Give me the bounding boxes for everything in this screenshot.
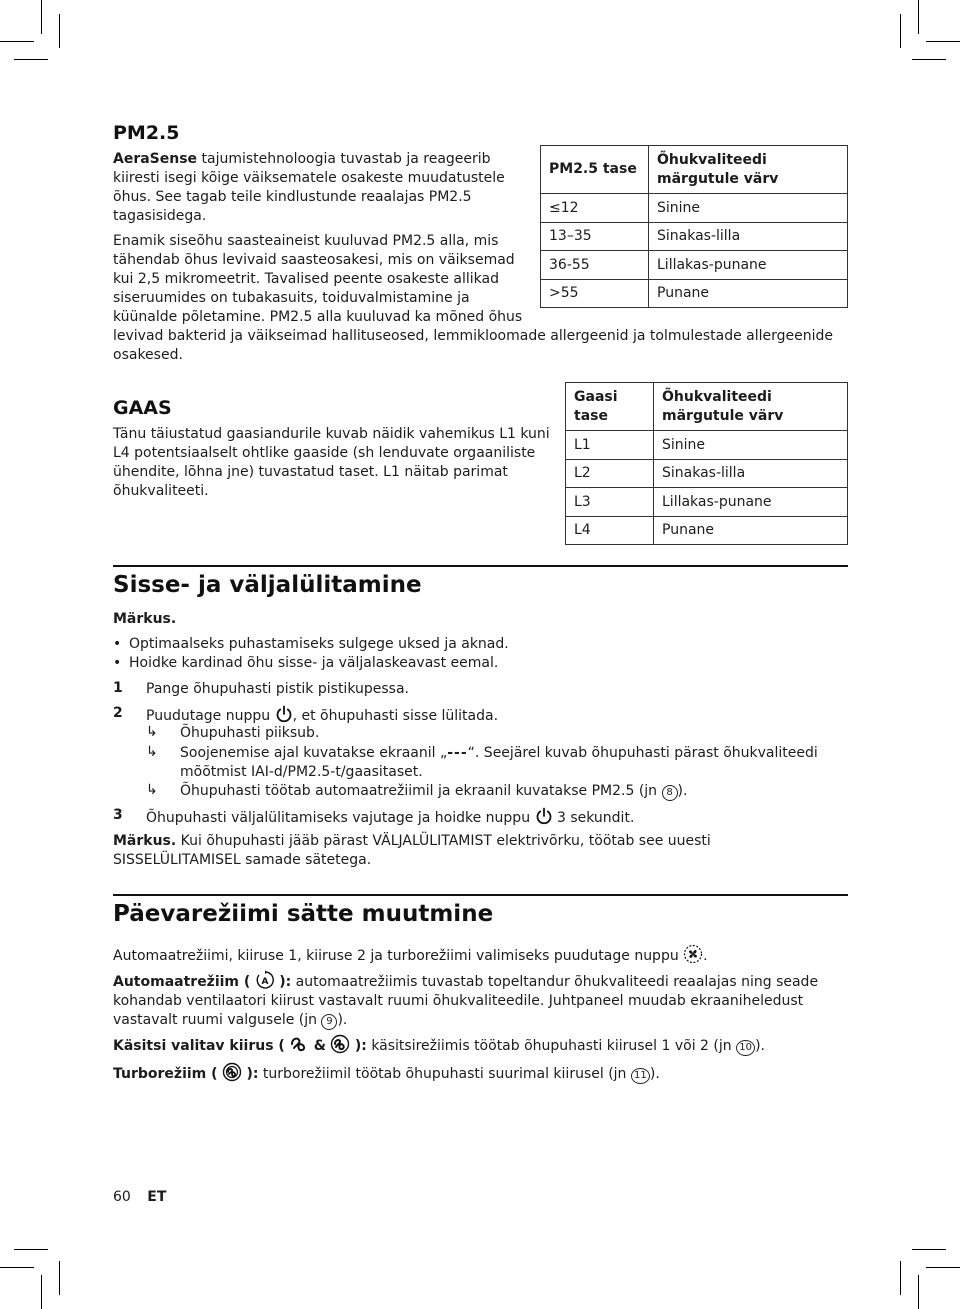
crop-mark [14,1249,48,1250]
table-header: Gaasi tase [566,383,654,431]
text-line: siseruumides on tubakasuits, toiduvalmistamine ja [113,290,470,306]
power-icon [535,807,553,825]
figure-ref-badge: 9 [321,1014,337,1030]
auto-mode-paragraph [113,970,848,1030]
step-text-part: 3 sekundit. [556,810,635,826]
table-cell: Sinakas-lilla [654,459,848,488]
table-cell: Punane [649,279,848,308]
turbo-paragraph [113,1062,848,1084]
final-note [113,832,848,870]
table-cell: Lillakas-punane [649,251,848,280]
auto-mode-text: kohandab ventilaatori kiirust vastavalt ruumi õhukvaliteedile. Juhtpaneel muudab ekraaniheledust [113,993,804,1009]
table-row [541,279,848,308]
text-line: tajumistehnoloogia tuvastab ja reageerib [201,151,491,167]
text-line: L4 potentsiaalselt ohtlike gaaside (sh lenduvate orgaaniliste [113,445,536,461]
step-text: Pange õhupuhasti pistik pistikupessa. [146,681,409,697]
step-number: 3 [113,807,123,823]
table-row [566,431,848,460]
result-arrow-icon: ↳ [146,724,158,740]
table-header: Õhukvaliteedi märgutule värv [649,146,848,194]
table-cell: L2 [566,459,654,488]
speed1-fan-icon [289,1034,309,1054]
text-line: Enamik siseõhu saasteaineist kuuluvad PM2.5 alla, mis [113,233,499,249]
table-row [541,222,848,251]
step-text [146,807,634,828]
text-line: kui 2,5 mikromeetrit. Tavalised peente osakeste allikad [113,271,499,287]
turbo-text: ). [649,1066,660,1082]
table-cell: L1 [566,431,654,460]
result-text-part: “. Seejärel kuvab õhupuhasti pärast õhukvaliteedi [467,745,818,761]
figure-ref-badge: 11 [631,1068,650,1084]
auto-mode-text: vastavalt ruumi valgusele (jn [113,1012,317,1028]
text-line: kiiresti isegi kõige väiksematele osakeste muudatustele [113,170,505,186]
auto-mode-text: ). [337,1012,348,1028]
note-text: Kui õhupuhasti jääb pärast VÄLJALÜLITAMIST elektrivõrku, töötab see uuesti [180,833,711,849]
note-label: Märkus. [113,611,177,627]
auto-mode-label: Automaatrežiim ( [113,974,251,990]
table-cell: Sinine [654,431,848,460]
gas-table [565,382,848,545]
bullet-text: Optimaalseks puhastamiseks sulgege uksed ja aknad. [129,636,509,652]
table-row [566,516,848,545]
table-header: PM2.5 tase [541,146,649,194]
intro-text: . [703,948,708,964]
auto-mode-label: ): [279,974,292,990]
warmup-dashes-symbol: --- [447,745,468,761]
daymode-intro [113,944,848,966]
text-line: tagasisidega. [113,208,207,224]
text-line: osakesed. [113,347,183,363]
result-text [180,782,840,801]
turbo-label: ): [246,1066,259,1082]
table-row [541,251,848,280]
table-row [541,194,848,223]
crop-mark [912,59,946,60]
mode-select-icon [683,944,703,964]
power-icon [275,705,293,723]
language-code: ET [147,1189,167,1205]
text-line: õhukvaliteeti. [113,483,209,499]
manual-speed-text: ). [755,1038,766,1054]
aerasense-brand: AeraSense [113,151,198,167]
table-cell: ≤12 [541,194,649,223]
crop-mark [41,0,42,34]
table-cell: Sinakas-lilla [649,222,848,251]
step-text-part: Puudutage nuppu [146,708,271,724]
step-text [146,705,498,726]
result-text: Õhupuhasti piiksub. [180,725,320,741]
manual-speed-paragraph [113,1034,848,1056]
table-cell: L4 [566,516,654,545]
crop-mark [0,1267,34,1268]
auto-mode-text: automaatrežiimis tuvastab topeltandur õhukvaliteedi reaalajas ning seade [295,974,819,990]
step-text-part: Õhupuhasti väljalülitamiseks vajutage ja hoidke nuppu [146,810,531,826]
section-divider [113,565,848,567]
svg-text:A: A [261,977,269,987]
result-text-part: Soojenemise ajal kuvatakse ekraanil „ [180,745,448,761]
table-header: Õhukvaliteedi märgutule värv [654,383,848,431]
crop-mark [926,1267,960,1268]
figure-ref-badge: 10 [736,1040,755,1056]
turbo-fan-icon [222,1062,242,1082]
table-cell: Punane [654,516,848,545]
manual-speed-label: & [313,1038,326,1054]
pm25-table [540,145,848,308]
crop-mark [918,1275,919,1309]
daymode-title: Päevarežiimi sätte muutmine [113,901,494,927]
text-line: Tänu täiustatud gaasiandurile kuvab näidik vahemikus L1 kuni [113,426,550,442]
note-text: SISSELÜLITAMISEL samade sätetega. [113,852,372,868]
text-line: tähendab õhus levivaid saasteosakesi, mis on väiksemad [113,252,515,268]
table-cell: Lillakas-punane [654,488,848,517]
table-cell: Sinine [649,194,848,223]
bullet-text: Hoidke kardinad õhu sisse- ja väljalaskeavast eemal. [129,655,499,671]
result-text-part: Õhupuhasti töötab automaatrežiimil ja ekraanil kuvatakse PM2.5 (jn [180,783,658,799]
table-header-row [541,146,848,194]
crop-mark [918,0,919,34]
table-cell: 36-55 [541,251,649,280]
text-line: õhus. See tagab teile kindlustunde reaalajas PM2.5 [113,189,472,205]
table-header-row [566,383,848,431]
result-text-part: mõõtmist IAI-d/PM2.5-t/gaasitaset. [180,764,423,780]
crop-mark [900,14,901,48]
section-divider [113,894,848,896]
result-text-part: ). [677,783,688,799]
list-item: • Optimaalseks puhastamiseks sulgege uksed ja aknad. [113,636,509,652]
crop-mark [59,14,60,48]
step-number: 2 [113,705,123,721]
crop-mark [0,41,34,42]
onoff-title: Sisse- ja väljalülitamine [113,572,422,598]
table-cell: >55 [541,279,649,308]
crop-mark [926,41,960,42]
text-line: ühendite, lõhna jne) tuvastatud taset. L1 näitab parimat [113,464,508,480]
text-line: küünalde põletamine. PM2.5 alla kuuluvad ka mõned õhus [113,309,523,325]
manual-speed-label: ): [354,1038,367,1054]
table-row [566,488,848,517]
list-item: • Hoidke kardinad õhu sisse- ja väljalaskeavast eemal. [113,655,499,671]
table-row [566,459,848,488]
note-label: Märkus. [113,833,177,849]
pm25-paragraph-1 [113,150,533,226]
speed2-fan-icon [330,1034,350,1054]
step-text-part: , et õhupuhasti sisse lülitada. [292,708,499,724]
result-arrow-icon: ↳ [146,782,158,798]
table-cell: 13–35 [541,222,649,251]
page-footer [113,1189,166,1205]
crop-mark [59,1261,60,1295]
table-cell: L3 [566,488,654,517]
manual-speed-text: käsitsirežiimis töötab õhupuhasti kiirusel 1 või 2 (jn [371,1038,732,1054]
result-arrow-icon: ↳ [146,744,158,760]
pm25-heading: PM2.5 [113,122,180,144]
intro-text: Automaatrežiimi, kiiruse 1, kiiruse 2 ja turborežiimi valimiseks puudutage nuppu [113,948,679,964]
page-number: 60 [113,1189,131,1205]
gas-paragraph [113,425,558,501]
auto-mode-icon [255,970,275,990]
manual-speed-label: Käsitsi valitav kiirus ( [113,1038,285,1054]
crop-mark [912,1249,946,1250]
text-line: levivad bakterid ja väikseimad hallituseosed, lemmikloomade allergeenid ja tolmulestade allergeenide [113,328,834,344]
turbo-text: turborežiimil töötab õhupuhasti suurimal kiirusel (jn [262,1066,627,1082]
crop-mark [41,1275,42,1309]
crop-mark [14,59,48,60]
result-text [180,744,840,782]
figure-ref-badge: 8 [662,785,678,801]
crop-mark [900,1261,901,1295]
step-number: 1 [113,680,123,696]
gas-heading: GAAS [113,397,172,419]
turbo-label: Turborežiim ( [113,1066,218,1082]
